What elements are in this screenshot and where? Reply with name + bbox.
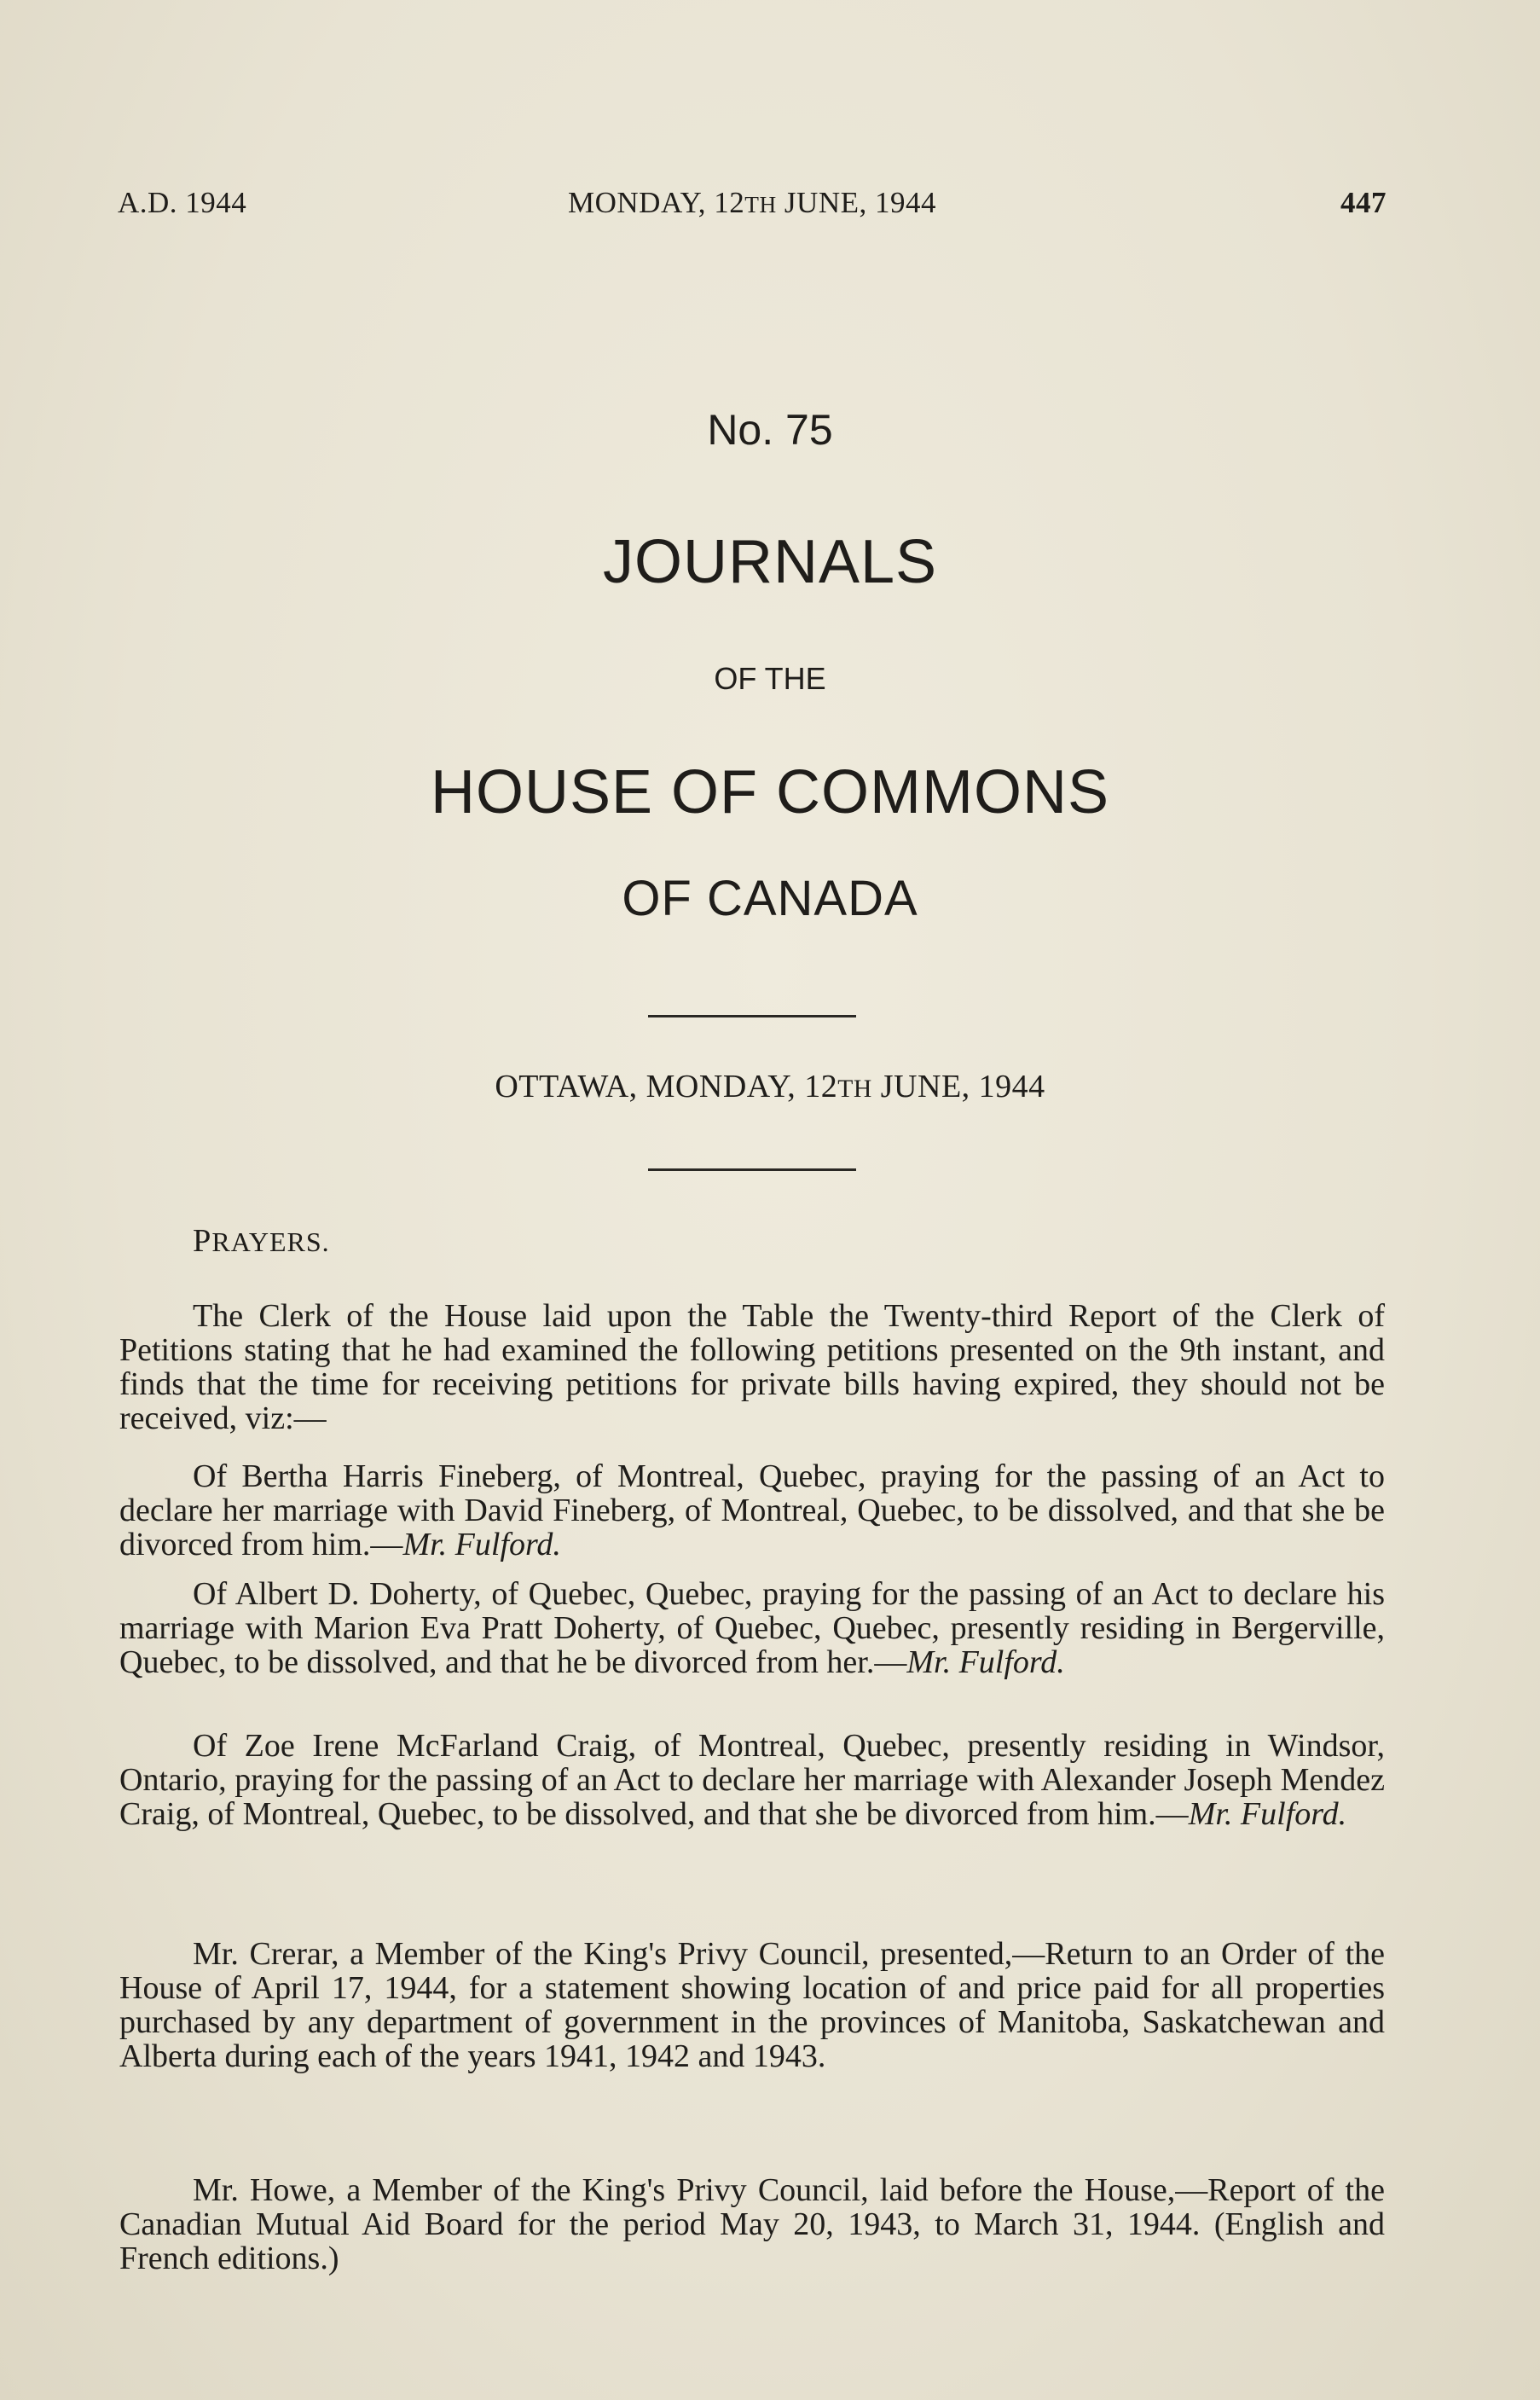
- paragraph-petition-fineberg: [119, 1459, 1385, 1562]
- paragraph-petition-craig: [119, 1729, 1385, 1831]
- prayers-initial: P: [193, 1223, 212, 1259]
- paragraph-text: [119, 1577, 1385, 1679]
- header-date: [118, 186, 1387, 220]
- header-date-suffix: TH: [744, 192, 777, 217]
- paragraph-text: [119, 1459, 1385, 1562]
- dateline-main: OTTAWA, MONDAY, 12: [495, 1069, 838, 1104]
- paragraph-text: Mr. Crerar, a Member of the King's Privy Council, presented,—Return to an Order of the House of April 17, 1944, for a statement showing location of and price paid for all properties purchased by any department of government in the provinces of Manitoba, Saskatchewan and Alberta during each of the years 1941, 1942 and 1943.: [119, 1936, 1385, 2074]
- petition-text: Of Bertha Harris Fineberg, of Montreal, Quebec, praying for the passing of an Act to declare her marriage with David Fineberg, of Montreal, Quebec, to be dissolved, and that she be divorced from him.—: [119, 1458, 1385, 1562]
- dateline-suffix: TH: [837, 1075, 872, 1103]
- running-head: [118, 186, 1387, 229]
- prayers-rest: RAYERS.: [211, 1226, 330, 1257]
- member-name: Mr. Fulford.: [906, 1644, 1065, 1680]
- paragraph-text: The Clerk of the House laid upon the Table the Twenty-third Report of the Clerk of Petitions stating that he had examined the following petitions presented on the 9th instant, and finds that the time for receiving petitions for private bills having expired, they should not be received, viz:—: [119, 1298, 1385, 1436]
- header-date-rest: JUNE, 1944: [776, 186, 936, 219]
- paragraph-clerk-report: [119, 1299, 1385, 1435]
- paragraph-text: Mr. Howe, a Member of the King's Privy Council, laid before the House,—Report of the Canadian Mutual Aid Board for the period May 20, 1943, to March 31, 1944. (English and French editions.): [119, 2172, 1385, 2276]
- divider-rule: [648, 1015, 856, 1017]
- petition-text: Of Albert D. Doherty, of Quebec, Quebec, praying for the passing of an Act to declare his marriage with Marion Eva Pratt Doherty, of Quebec, Quebec, presently residing in Bergerville, Quebec, to be dissolved, and that he be divorced from her.—: [119, 1576, 1385, 1680]
- of-the-line: OF THE: [714, 661, 826, 696]
- divider-rule: [648, 1168, 856, 1171]
- prayers-heading: [193, 1222, 330, 1260]
- house-of-commons-title: HOUSE OF COMMONS: [430, 758, 1109, 826]
- journals-title: JOURNALS: [602, 528, 938, 596]
- header-year: A.D. 1944: [118, 186, 247, 219]
- journal-number: No. 75: [707, 406, 833, 454]
- petition-text: Of Zoe Irene McFarland Craig, of Montreal, Quebec, presently residing in Windsor, Ontario, praying for the passing of an Act to declare her marriage with Alexander Joseph Mendez Craig, of Montreal, Quebec, to be dissolved, and that she be divorced from him.—: [119, 1728, 1385, 1832]
- header-date-main: MONDAY, 12: [568, 186, 745, 219]
- dateline: [0, 1068, 1540, 1105]
- paragraph-howe-report: [119, 2173, 1385, 2275]
- member-name: Mr. Fulford.: [402, 1527, 561, 1562]
- paragraph-text: [119, 1729, 1385, 1831]
- of-canada-line: OF CANADA: [622, 871, 918, 926]
- dateline-rest: JUNE, 1944: [871, 1069, 1045, 1104]
- member-name: Mr. Fulford.: [1188, 1796, 1347, 1832]
- paragraph-petition-doherty: [119, 1577, 1385, 1679]
- paragraph-crerar-return: [119, 1937, 1385, 2073]
- page-number: 447: [1340, 186, 1387, 219]
